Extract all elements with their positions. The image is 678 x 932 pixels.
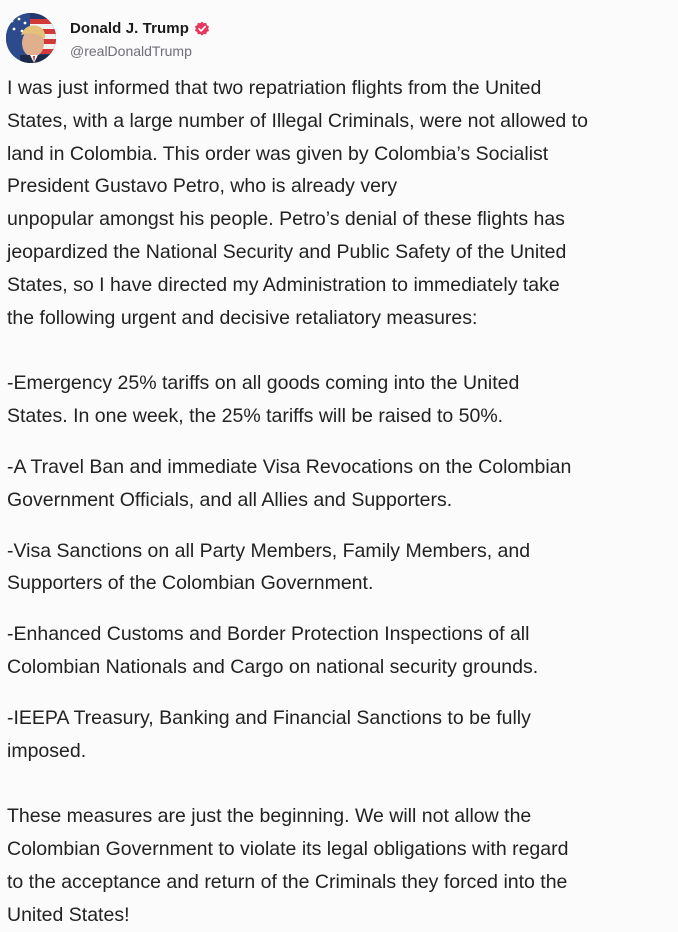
text-line: jeopardized the National Security and Public Safety of the United xyxy=(7,240,567,263)
author-block xyxy=(70,13,210,63)
post-paragraph-measure xyxy=(7,367,673,433)
text-line: States, so I have directed my Administration to immediately take xyxy=(7,273,560,296)
post-header xyxy=(6,12,210,64)
post-paragraph-closing xyxy=(7,800,673,931)
text-line: -Enhanced Customs and Border Protection Inspections of all xyxy=(7,623,530,646)
text-line: These measures are just the beginning. We will not allow the xyxy=(7,805,532,828)
verified-badge-icon xyxy=(194,21,210,37)
text-line: Colombian Government to violate its legal obligations with regard xyxy=(7,838,569,861)
text-line: land in Colombia. This order was given by Colombia’s Socialist xyxy=(7,142,549,165)
author-name-row xyxy=(70,18,210,40)
text-line: -Visa Sanctions on all Party Members, Family Members, and xyxy=(7,539,531,562)
post-paragraph-measure xyxy=(7,618,673,684)
post-paragraph-measure xyxy=(7,535,673,601)
text-line: Government Officials, and all Allies and Supporters. xyxy=(7,488,453,511)
post-paragraph-measure xyxy=(7,451,673,517)
text-line: States, with a large number of Illegal Criminals, were not allowed to xyxy=(7,109,588,132)
text-line: -A Travel Ban and immediate Visa Revocations on the Colombian xyxy=(7,455,572,478)
avatar-image xyxy=(6,13,56,63)
post-body xyxy=(7,72,673,932)
text-line: the following urgent and decisive retaliatory measures: xyxy=(7,306,478,329)
post-paragraph-intro xyxy=(7,72,673,334)
author-handle[interactable]: @realDonaldTrump xyxy=(70,42,192,59)
text-line: Supporters of the Colombian Government. xyxy=(7,572,374,595)
user-avatar-icon[interactable] xyxy=(6,13,56,63)
text-line: Colombian Nationals and Cargo on national security grounds. xyxy=(7,655,539,678)
text-line: -IEEPA Treasury, Banking and Financial Sanctions to be fully xyxy=(7,706,531,729)
text-line: President Gustavo Petro, who is already very xyxy=(7,175,398,198)
text-line: unpopular amongst his people. Petro’s denial of these flights has xyxy=(7,208,565,231)
text-line: to the acceptance and return of the Criminals they forced into the xyxy=(7,870,568,893)
text-line: I was just informed that two repatriation flights from the United xyxy=(7,77,542,99)
text-line: States. In one week, the 25% tariffs will be raised to 50%. xyxy=(7,405,504,428)
post-paragraph-measure xyxy=(7,702,673,768)
text-line: imposed. xyxy=(7,739,87,762)
text-line: -Emergency 25% tariffs on all goods coming into the United xyxy=(7,372,520,395)
author-display-name[interactable]: Donald J. Trump xyxy=(70,20,190,37)
text-line: United States! xyxy=(7,903,130,926)
